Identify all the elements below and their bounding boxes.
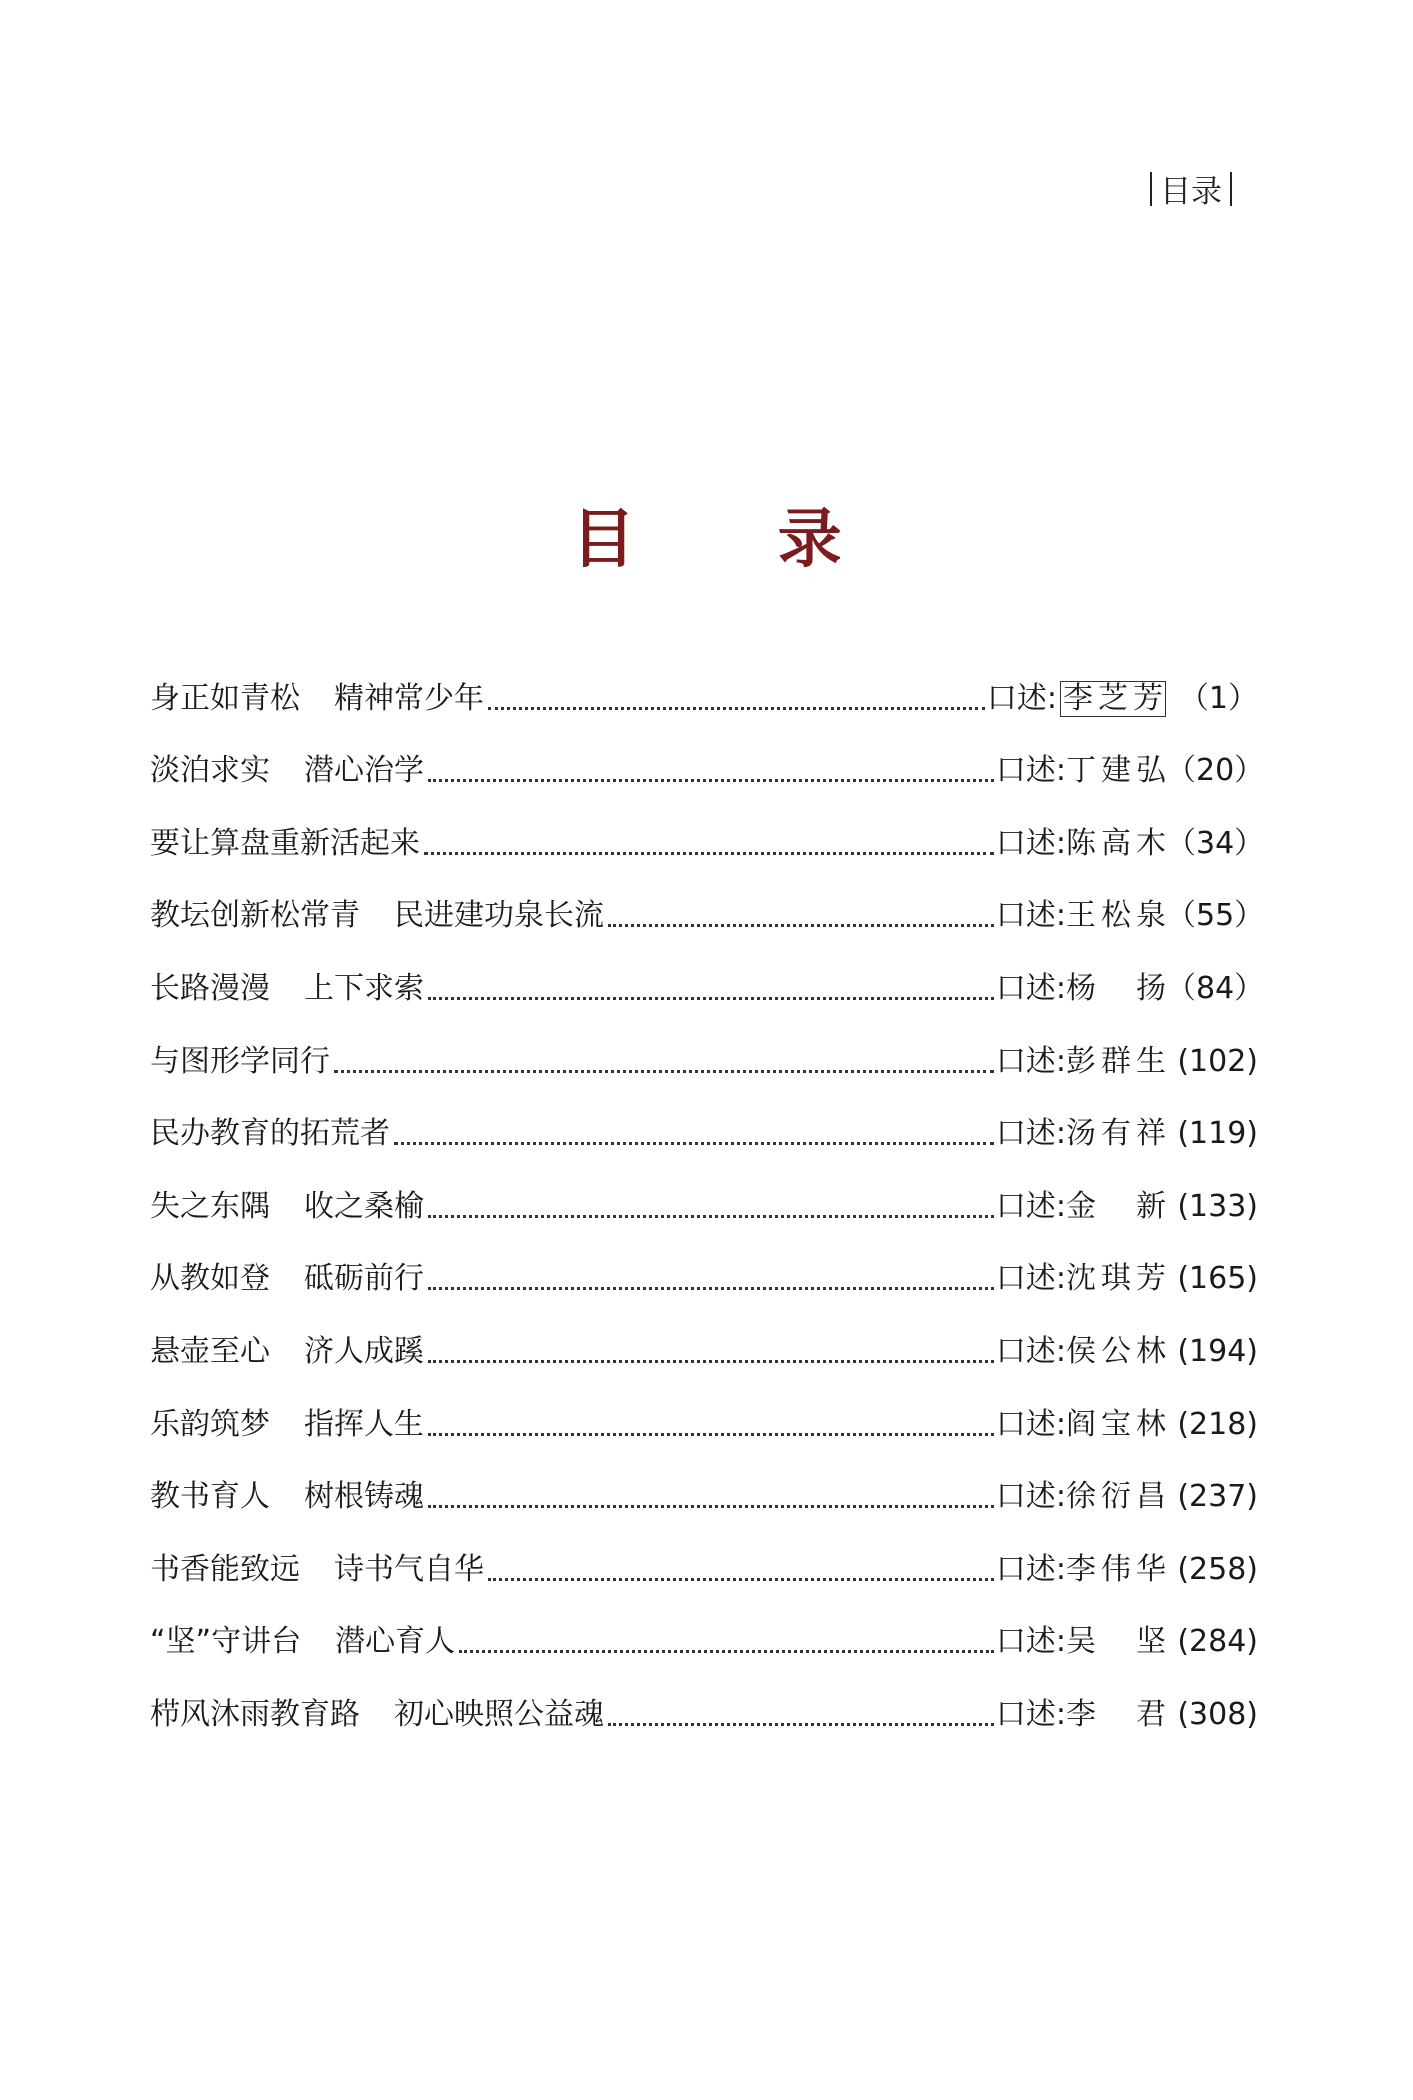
table-of-contents <box>150 646 1265 1735</box>
narrator-name: 金 新 <box>1066 1188 1166 1224</box>
dot-leader <box>428 1214 994 1218</box>
page-number: (237) <box>1177 1479 1258 1515</box>
narrator-name: 汤有祥 <box>1066 1116 1166 1152</box>
header-divider-right <box>1230 172 1232 206</box>
toc-entry[interactable] <box>150 791 1265 864</box>
narrator-name: 徐衍昌 <box>1066 1479 1166 1515</box>
dot-leader <box>608 923 994 927</box>
entry-title: 要让算盘重新活起来 <box>150 825 420 861</box>
page-number: (258) <box>1177 1551 1258 1587</box>
narrator-label: 口述: <box>995 970 1066 1006</box>
narrator-label: 口述: <box>995 753 1066 789</box>
entry-title: 悬壶至心 <box>150 1333 270 1369</box>
narrator-label: 口述: <box>986 680 1057 716</box>
entry-subtitle: 民进建功泉长流 <box>394 898 604 934</box>
entry-subtitle: 树根铸魂 <box>304 1479 424 1515</box>
entry-title: 书香能致远 <box>150 1551 300 1587</box>
narrator-label: 口述: <box>995 1043 1066 1079</box>
entry-subtitle: 砥砺前行 <box>304 1261 424 1297</box>
narrator-name: 李 君 <box>1066 1696 1166 1732</box>
dot-leader <box>428 996 994 1000</box>
entry-title: 教坛创新松常青 <box>150 898 360 934</box>
page-number: (165) <box>1177 1261 1258 1297</box>
narrator-label: 口述: <box>995 898 1066 934</box>
toc-entry[interactable] <box>150 1372 1258 1445</box>
narrator-label: 口述: <box>995 825 1066 861</box>
narrator-label: 口述: <box>995 1261 1066 1297</box>
entry-subtitle: 初心映照公益魂 <box>394 1696 604 1732</box>
entry-subtitle: 收之桑榆 <box>304 1188 424 1224</box>
dot-leader <box>424 851 994 855</box>
header-divider-left <box>1150 172 1152 206</box>
narrator-label: 口述: <box>995 1624 1066 1660</box>
running-header <box>1150 166 1232 211</box>
narrator-name: 陈高木 <box>1066 825 1166 861</box>
entry-subtitle: 潜心育人 <box>335 1624 456 1660</box>
toc-entry[interactable] <box>150 1154 1258 1227</box>
entry-title: 与图形学同行 <box>150 1043 330 1079</box>
dot-leader <box>608 1722 994 1726</box>
entry-title: 失之东隅 <box>150 1188 270 1224</box>
narrator-name: 侯公林 <box>1066 1333 1166 1369</box>
entry-title: 淡泊求实 <box>150 753 270 789</box>
toc-entry[interactable] <box>150 1227 1258 1300</box>
dot-leader <box>428 1359 994 1363</box>
page-number: (308) <box>1177 1696 1258 1732</box>
narrator-label: 口述: <box>995 1479 1066 1515</box>
dot-leader <box>428 778 994 782</box>
narrator-label: 口述: <box>995 1333 1066 1369</box>
dot-leader <box>459 1649 994 1653</box>
dot-leader <box>488 706 985 710</box>
narrator-label: 口述: <box>995 1406 1066 1442</box>
toc-entry[interactable] <box>150 646 1258 719</box>
dot-leader <box>428 1432 994 1436</box>
toc-entry[interactable] <box>150 1590 1258 1663</box>
page-number: (218) <box>1177 1406 1258 1442</box>
toc-entry[interactable] <box>150 1009 1258 1082</box>
dot-leader <box>428 1286 994 1290</box>
entry-subtitle: 潜心治学 <box>304 753 424 789</box>
dot-leader <box>428 1504 994 1508</box>
entry-subtitle: 济人成蹊 <box>304 1333 424 1369</box>
narrator-label: 口述: <box>995 1188 1066 1224</box>
page-number: （1） <box>1178 680 1258 716</box>
toc-entry[interactable] <box>150 936 1265 1009</box>
entry-title: 乐韵筑梦 <box>150 1406 270 1442</box>
narrator-name: 沈琪芳 <box>1066 1261 1166 1297</box>
page-title: 目 录 <box>571 502 902 577</box>
entry-title: 身正如青松 <box>150 680 300 716</box>
entry-subtitle: 指挥人生 <box>304 1406 424 1442</box>
page-number: (284) <box>1177 1624 1258 1660</box>
entry-title: 民办教育的拓荒者 <box>150 1116 390 1152</box>
narrator-name: 丁建弘 <box>1066 753 1166 789</box>
toc-entry[interactable] <box>150 1662 1258 1735</box>
page-number: (133) <box>1177 1188 1258 1224</box>
narrator-label: 口述: <box>995 1696 1066 1732</box>
page-number: (194) <box>1177 1333 1258 1369</box>
narrator-name: 李伟华 <box>1066 1551 1166 1587</box>
page-number: （34） <box>1166 825 1265 861</box>
entry-title: 教书育人 <box>150 1479 270 1515</box>
entry-subtitle: 上下求索 <box>304 970 424 1006</box>
narrator-name: 李芝芳 <box>1060 681 1166 717</box>
running-header-text: 目录 <box>1160 174 1222 210</box>
narrator-name: 彭群生 <box>1066 1043 1166 1079</box>
entry-subtitle: 精神常少年 <box>334 680 484 716</box>
page-number: (119) <box>1177 1116 1258 1152</box>
entry-title: 长路漫漫 <box>150 970 270 1006</box>
narrator-name: 杨 扬 <box>1066 970 1166 1006</box>
dot-leader <box>488 1577 994 1581</box>
dot-leader <box>334 1069 994 1073</box>
toc-entry[interactable] <box>150 719 1265 792</box>
entry-title: 从教如登 <box>150 1261 270 1297</box>
narrator-label: 口述: <box>995 1551 1066 1587</box>
toc-entry[interactable] <box>150 1299 1258 1372</box>
narrator-name: 吴 坚 <box>1066 1624 1166 1660</box>
page-number: (102) <box>1177 1043 1258 1079</box>
toc-entry[interactable] <box>150 864 1265 937</box>
narrator-label: 口述: <box>995 1116 1066 1152</box>
toc-entry[interactable] <box>150 1445 1258 1518</box>
toc-entry[interactable] <box>150 1517 1258 1590</box>
narrator-name: 王松泉 <box>1066 898 1166 934</box>
page-number: （20） <box>1166 753 1265 789</box>
entry-subtitle: 诗书气自华 <box>334 1551 484 1587</box>
page-number: （84） <box>1166 970 1265 1006</box>
toc-entry[interactable] <box>150 1082 1258 1155</box>
entry-title: “坚”守讲台 <box>150 1624 302 1660</box>
entry-title: 栉风沐雨教育路 <box>150 1696 360 1732</box>
page-number: （55） <box>1166 898 1265 934</box>
narrator-name: 阎宝林 <box>1066 1406 1166 1442</box>
dot-leader <box>394 1141 994 1145</box>
